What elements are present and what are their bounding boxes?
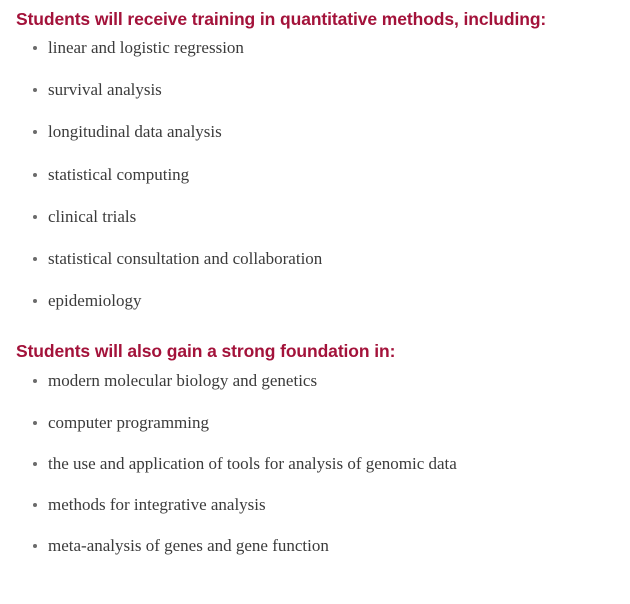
list-item xyxy=(14,453,618,474)
list-item xyxy=(14,164,618,185)
list-item-label: statistical computing xyxy=(48,164,190,184)
list-item xyxy=(14,412,618,433)
bullet-icon xyxy=(33,462,37,466)
list-item-label: statistical consultation and collaboration xyxy=(48,249,323,268)
bullet-icon xyxy=(33,88,37,92)
bullet-icon xyxy=(33,215,37,219)
list-item xyxy=(14,494,618,515)
section-heading-quantitative-methods: Students will receive training in quantitative methods, including: xyxy=(16,9,547,29)
list-item-label: survival analysis xyxy=(48,80,162,99)
list-item xyxy=(14,535,618,556)
bullet-icon xyxy=(33,544,37,548)
bullet-icon xyxy=(33,379,37,383)
list-item xyxy=(14,121,618,142)
list-quantitative-methods xyxy=(14,37,618,312)
section-heading-foundation: Students will also gain a strong foundation in: xyxy=(16,340,396,361)
bullet-icon xyxy=(33,130,37,134)
bullet-icon xyxy=(33,299,37,303)
list-item xyxy=(14,370,618,391)
bullet-icon xyxy=(33,421,37,425)
list-item xyxy=(14,290,618,311)
list-item-label: methods for integrative analysis xyxy=(48,495,266,514)
list-item-label: longitudinal data analysis xyxy=(48,122,222,142)
list-item-label: linear and logistic regression xyxy=(48,37,244,57)
list-item-label: epidemiology xyxy=(48,291,142,311)
list-item xyxy=(14,37,618,58)
list-foundation xyxy=(14,370,618,556)
list-item-label: modern molecular biology and genetics xyxy=(48,371,318,391)
bullet-icon xyxy=(33,46,37,50)
list-item-label: clinical trials xyxy=(48,206,137,226)
list-item xyxy=(14,79,618,100)
bullet-icon xyxy=(33,257,37,261)
list-item xyxy=(14,206,618,227)
list-item-label: computer programming xyxy=(48,412,209,432)
bullet-icon xyxy=(33,173,37,177)
list-item-label: the use and application of tools for analysis of genomic data xyxy=(48,453,457,473)
list-item xyxy=(14,248,618,269)
bullet-icon xyxy=(33,503,37,507)
list-item-label: meta-analysis of genes and gene function xyxy=(48,536,329,556)
